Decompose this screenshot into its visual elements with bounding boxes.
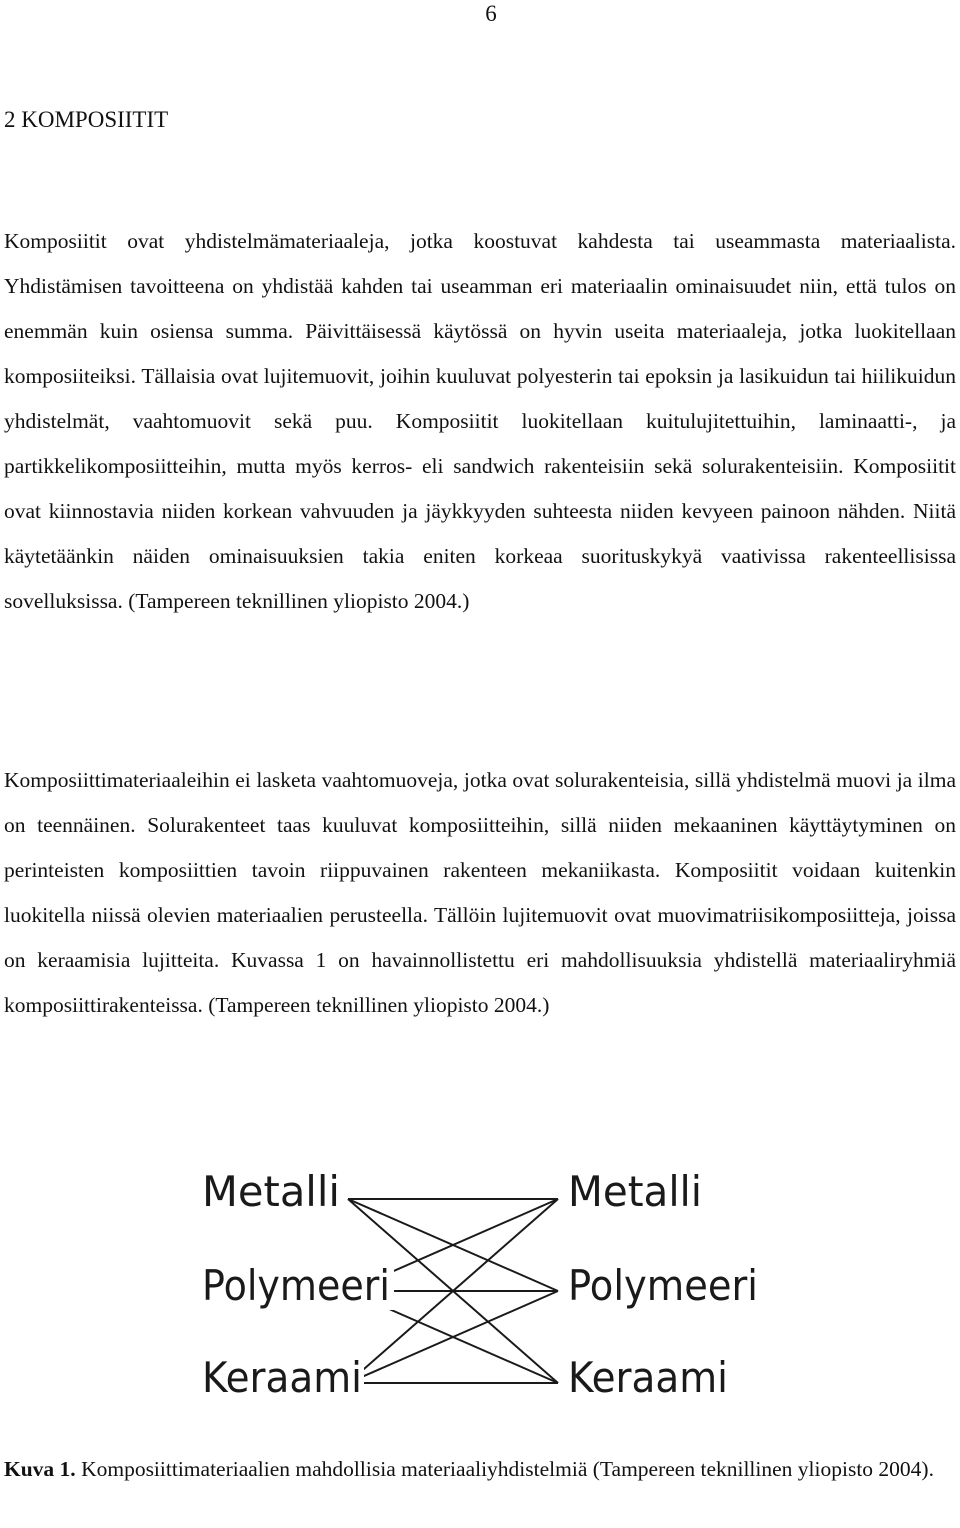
body-paragraph-2: Komposiittimateriaaleihin ei lasketa vaahtomuoveja, jotka ovat solurakenteisia, sillä yhdistelmä muovi ja ilma on teennäinen. Solurakenteet taas kuuluvat komposiitteihin, sillä niiden mekaaninen käyttäytyminen on perinteisten komposiittien tavoin riippuvainen rakenteen mekaniikasta. Komposiitit voidaan kuitenkin luokitella niissä olevien materiaalien perusteella. Tällöin lujitemuovit ovat muovimatriisikomposiitteja, joissa on keraamisia lujitteita. Kuvassa 1 on havainnollistettu eri mahdollisuuksia yhdistellä materiaaliryhmiä komposiittirakenteissa. (Tampereen teknillinen yliopisto 2004.)	[4, 768, 956, 1017]
left-label-keraami: Keraami	[202, 1353, 362, 1402]
section-heading: 2 KOMPOSIITIT	[4, 107, 169, 132]
caption-text: Komposiittimateriaalien mahdollisia materiaaliyhdistelmiä (Tampereen teknillinen yliopisto 2004).	[75, 1457, 934, 1481]
right-label-polymeeri: Polymeeri	[568, 1261, 758, 1310]
material-combination-figure	[196, 1150, 768, 1420]
material-combination-diagram	[196, 1150, 768, 1420]
figure-caption	[4, 1449, 956, 1489]
page-number: 6	[485, 1, 497, 26]
right-label-metalli: Metalli	[568, 1167, 702, 1216]
body-paragraph-1: Komposiitit ovat yhdistelmämateriaaleja, jotka koostuvat kahdesta tai useammasta materiaalista. Yhdistämisen tavoitteena on yhdistää kahden tai useamman eri materiaalin ominaisuudet niin, että tulos on enemmän kuin osiensa summa. Päivittäisessä käytössä on hyvin useita materiaaleja, jotka luokitellaan komposiiteiksi. Tällaisia ovat lujitemuovit, joihin kuuluvat polyesterin tai epoksin ja lasikuidun tai hiilikuidun yhdistelmät, vaahtomuovit sekä puu. Komposiitit luokitellaan kuitulujitettuihin, laminaatti-, ja partikkelikomposiitteihin, mutta myös kerros- eli sandwich rakenteisiin sekä solurakenteisiin. Komposiitit ovat kiinnostavia niiden korkean vahvuuden ja jäykkyyden suhteesta niiden kevyeen painoon nähden. Niitä käytetäänkin näiden ominaisuuksien takia eniten korkeaa suorituskykyä vaativissa rakenteellisissa sovelluksissa. (Tampereen teknillinen yliopisto 2004.)	[4, 229, 956, 613]
right-label-keraami: Keraami	[568, 1353, 728, 1402]
caption-label: Kuva 1.	[4, 1457, 76, 1481]
left-label-metalli: Metalli	[202, 1167, 340, 1216]
left-label-polymeeri: Polymeeri	[202, 1261, 390, 1310]
